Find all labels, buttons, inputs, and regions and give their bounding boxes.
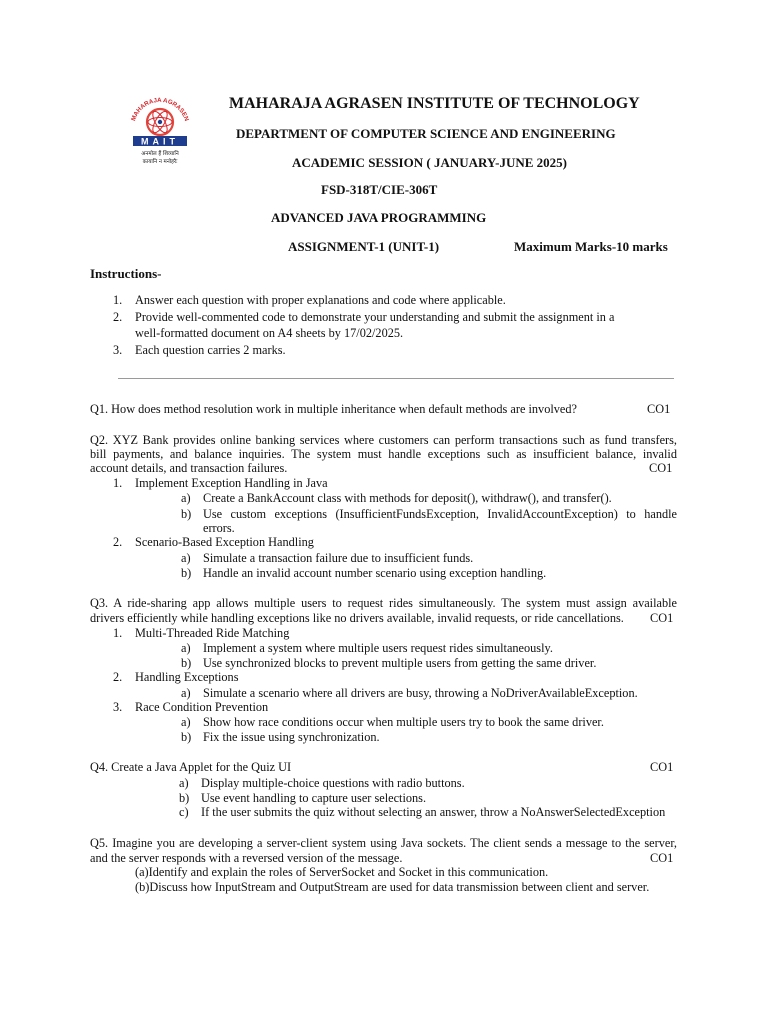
logo-emblem-icon — [120, 92, 200, 172]
subpoint-text: Fix the issue using synchronization. — [203, 730, 380, 744]
academic-session: ACADEMIC SESSION ( JANUARY-JUNE 2025) — [292, 155, 567, 170]
instruction-number: 1. — [113, 293, 123, 307]
subpoint-label: a) — [181, 551, 191, 565]
subtask-title: Scenario-Based Exception Handling — [135, 535, 314, 549]
subtask-title: Race Condition Prevention — [135, 700, 269, 714]
instruction-text-continued: well-formatted document on A4 sheets by 17/02/2025. — [135, 326, 404, 340]
question-1-text: Q1. How does method resolution work in multiple inheritance when default methods are involved? — [90, 402, 577, 416]
subpoint-label: c) — [179, 805, 189, 819]
subpoint-text: If the user submits the quiz without selecting an answer, throw a NoAnswerSelectedException — [201, 805, 666, 819]
instruction-text: Answer each question with proper explanations and code where applicable. — [135, 293, 506, 307]
subpoint-label: a) — [181, 715, 191, 729]
question-4-text: Q4. Create a Java Applet for the Quiz UI — [90, 760, 292, 774]
subpoint-label: b) — [181, 730, 192, 744]
question-3-line: Q3. A ride-sharing app allows multiple users to request rides simultaneously. The system must assign available — [90, 596, 677, 610]
subpoint-label: b) — [179, 791, 190, 805]
question-5-line: and the server responds with a reversed version of the message. — [90, 851, 403, 865]
question-5-part-b: (b)Discuss how InputStream and OutputStream are used for data transmission between client and server. — [135, 880, 650, 894]
assignment-title: ASSIGNMENT-1 (UNIT-1) — [288, 239, 440, 254]
subpoint-label: a) — [181, 491, 191, 505]
question-5-line: Q5. Imagine you are developing a server-client system using Java sockets. The client sends a message to the server, — [90, 836, 677, 850]
instruction-text: Each question carries 2 marks. — [135, 343, 286, 357]
question-4-co: CO1 — [650, 760, 674, 774]
maximum-marks: Maximum Marks-10 marks — [514, 239, 668, 254]
subpoint-text: Use synchronized blocks to prevent multiple users from getting the same driver. — [203, 656, 597, 670]
subtask-title: Implement Exception Handling in Java — [135, 476, 328, 490]
subpoint-text: Simulate a transaction failure due to insufficient funds. — [203, 551, 474, 565]
logo-arc-text: MAHARAJA AGRASEN — [130, 96, 190, 122]
subpoint-text: Display multiple-choice questions with radio buttons. — [201, 776, 465, 790]
question-1-co: CO1 — [647, 402, 671, 416]
institute-logo — [120, 92, 200, 172]
subpoint-text: Use custom exceptions (InsufficientFundsException, InvalidAccountException) to handle — [203, 507, 677, 521]
subtask-number: 3. — [113, 700, 123, 714]
subpoint-text: Show how race conditions occur when multiple users try to book the same driver. — [203, 715, 604, 729]
course-name: ADVANCED JAVA PROGRAMMING — [271, 210, 487, 225]
subpoint-label: a) — [179, 776, 189, 790]
subtask-number: 1. — [113, 476, 123, 490]
section-divider — [118, 378, 674, 379]
department-name: DEPARTMENT OF COMPUTER SCIENCE AND ENGINEERING — [236, 126, 616, 141]
subpoint-label: a) — [181, 641, 191, 655]
subpoint-label: a) — [181, 686, 191, 700]
question-5-part-a: (a)Identify and explain the roles of ServerSocket and Socket in this communication. — [135, 865, 549, 879]
subtask-number: 2. — [113, 670, 123, 684]
question-2-line: bill payments, and balance inquiries. The system must handle exceptions such as insufficient balance, invalid — [90, 447, 677, 461]
course-code: FSD-318T/CIE-306T — [321, 182, 438, 197]
subpoint-label: b) — [181, 507, 192, 521]
logo-letters: MAIT — [141, 136, 179, 147]
instructions-heading: Instructions- — [90, 266, 162, 281]
question-2-co: CO1 — [649, 461, 673, 475]
subpoint-text: Create a BankAccount class with methods for deposit(), withdraw(), and transfer(). — [203, 491, 612, 505]
question-3-co: CO1 — [650, 611, 674, 625]
subpoint-text-continued: errors. — [203, 521, 235, 535]
question-3-line: drivers efficiently while handling exceptions like no drivers available, invalid requests, or ride cancellations. — [90, 611, 624, 625]
subtask-title: Multi-Threaded Ride Matching — [135, 626, 290, 640]
question-2-line: account details, and transaction failures. — [90, 461, 288, 475]
question-5-co: CO1 — [650, 851, 674, 865]
question-2-line: Q2. XYZ Bank provides online banking services where customers can perform transactions such as fund transfers, — [90, 433, 677, 447]
instruction-number: 3. — [113, 343, 123, 357]
subpoint-label: b) — [181, 566, 192, 580]
subpoint-text: Handle an invalid account number scenario using exception handling. — [203, 566, 547, 580]
logo-motto-line-2: कायानि न मनोहरैः — [142, 159, 178, 165]
instruction-text: Provide well-commented code to demonstrate your understanding and submit the assignment in a — [135, 310, 615, 324]
subpoint-text: Simulate a scenario where all drivers are busy, throwing a NoDriverAvailableException. — [203, 686, 638, 700]
institute-name: MAHARAJA AGRASEN INSTITUTE OF TECHNOLOGY — [229, 95, 640, 112]
instruction-number: 2. — [113, 310, 123, 324]
subtask-number: 2. — [113, 535, 123, 549]
subtask-number: 1. — [113, 626, 123, 640]
subpoint-text: Use event handling to capture user selections. — [201, 791, 427, 805]
subtask-title: Handling Exceptions — [135, 670, 239, 684]
subpoint-text: Implement a system where multiple users request rides simultaneously. — [203, 641, 553, 655]
subpoint-label: b) — [181, 656, 192, 670]
logo-motto-line-1: अनमोल हैं शिव्यानि — [141, 151, 179, 157]
